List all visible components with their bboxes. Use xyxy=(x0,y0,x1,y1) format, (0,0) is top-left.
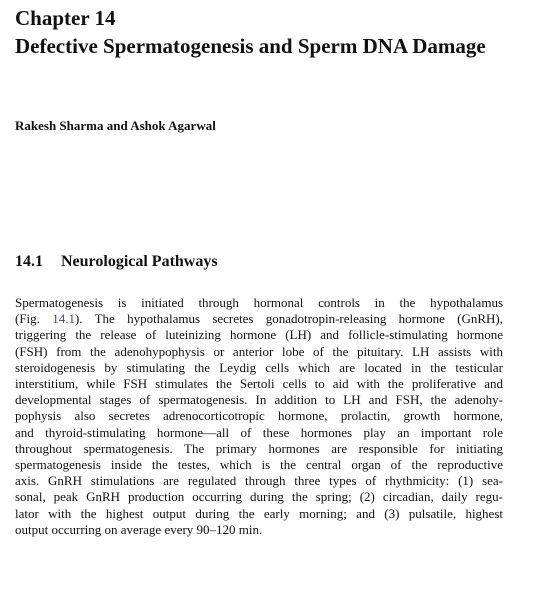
paragraph-line: and thyroid-stimulating hormone—all of these hormones play an important role xyxy=(15,424,503,440)
paragraph-line: Spermatogenesis is initiated through hormonal controls in the hypothalamus xyxy=(15,295,503,310)
figure-reference-link[interactable]: 14.1 xyxy=(52,311,75,327)
section-heading xyxy=(15,252,218,272)
paragraph-line: sonal, peak GnRH production occurring during the spring; (2) circadian, daily regu- xyxy=(15,489,503,505)
paragraph-line: (FSH) from the adenohypophysis or anterior lobe of the pituitary. LH assists with xyxy=(15,343,503,359)
paragraph-line: output occurring on average every 90–120 min. xyxy=(15,521,263,537)
paragraph-line: spermatogenesis inside the testes, which is the central organ of the reproductive xyxy=(15,457,503,473)
paragraph-line-rest: ). The hypothalamus secretes gonadotropin-releasing hormone (GnRH), xyxy=(74,311,503,327)
chapter-label: Chapter 14 xyxy=(15,6,116,30)
paragraph-line: interstitium, while FSH stimulates the Sertoli cells to aid with the proliferative and xyxy=(15,376,503,392)
paragraph-line: axis. GnRH stimulations are regulated through three types of rhythmicity: (1) sea- xyxy=(15,473,503,489)
paragraph-line: throughout spermatogenesis. The primary hormones are responsible for initiating xyxy=(15,440,503,456)
paragraph-line: triggering the release of luteinizing hormone (LH) and follicle-stimulating hormone xyxy=(15,327,503,343)
paragraph-line xyxy=(15,311,503,327)
paragraph-line-start: (Fig. xyxy=(15,311,53,327)
chapter-title: Defective Spermatogenesis and Sperm DNA Damage xyxy=(15,34,486,58)
body-paragraph xyxy=(15,295,503,538)
paragraph-line: lator with the highest output during the early morning; and (3) pulsatile, highest xyxy=(15,505,503,521)
paragraph-line: developmental stages of spermatogenesis. In addition to LH and FSH, the adenohy- xyxy=(15,392,503,408)
paragraph-line: steroidogenesis by stimulating the Leydig cells which are located in the testicular xyxy=(15,359,503,375)
section-number: 14.1 xyxy=(15,253,43,270)
author-list: Rakesh Sharma and Ashok Agarwal xyxy=(15,118,216,133)
section-title: Neurological Pathways xyxy=(61,253,218,270)
paragraph-line: pophysis also secretes adrenocorticotropic hormone, prolactin, growth hormone, xyxy=(15,408,503,424)
